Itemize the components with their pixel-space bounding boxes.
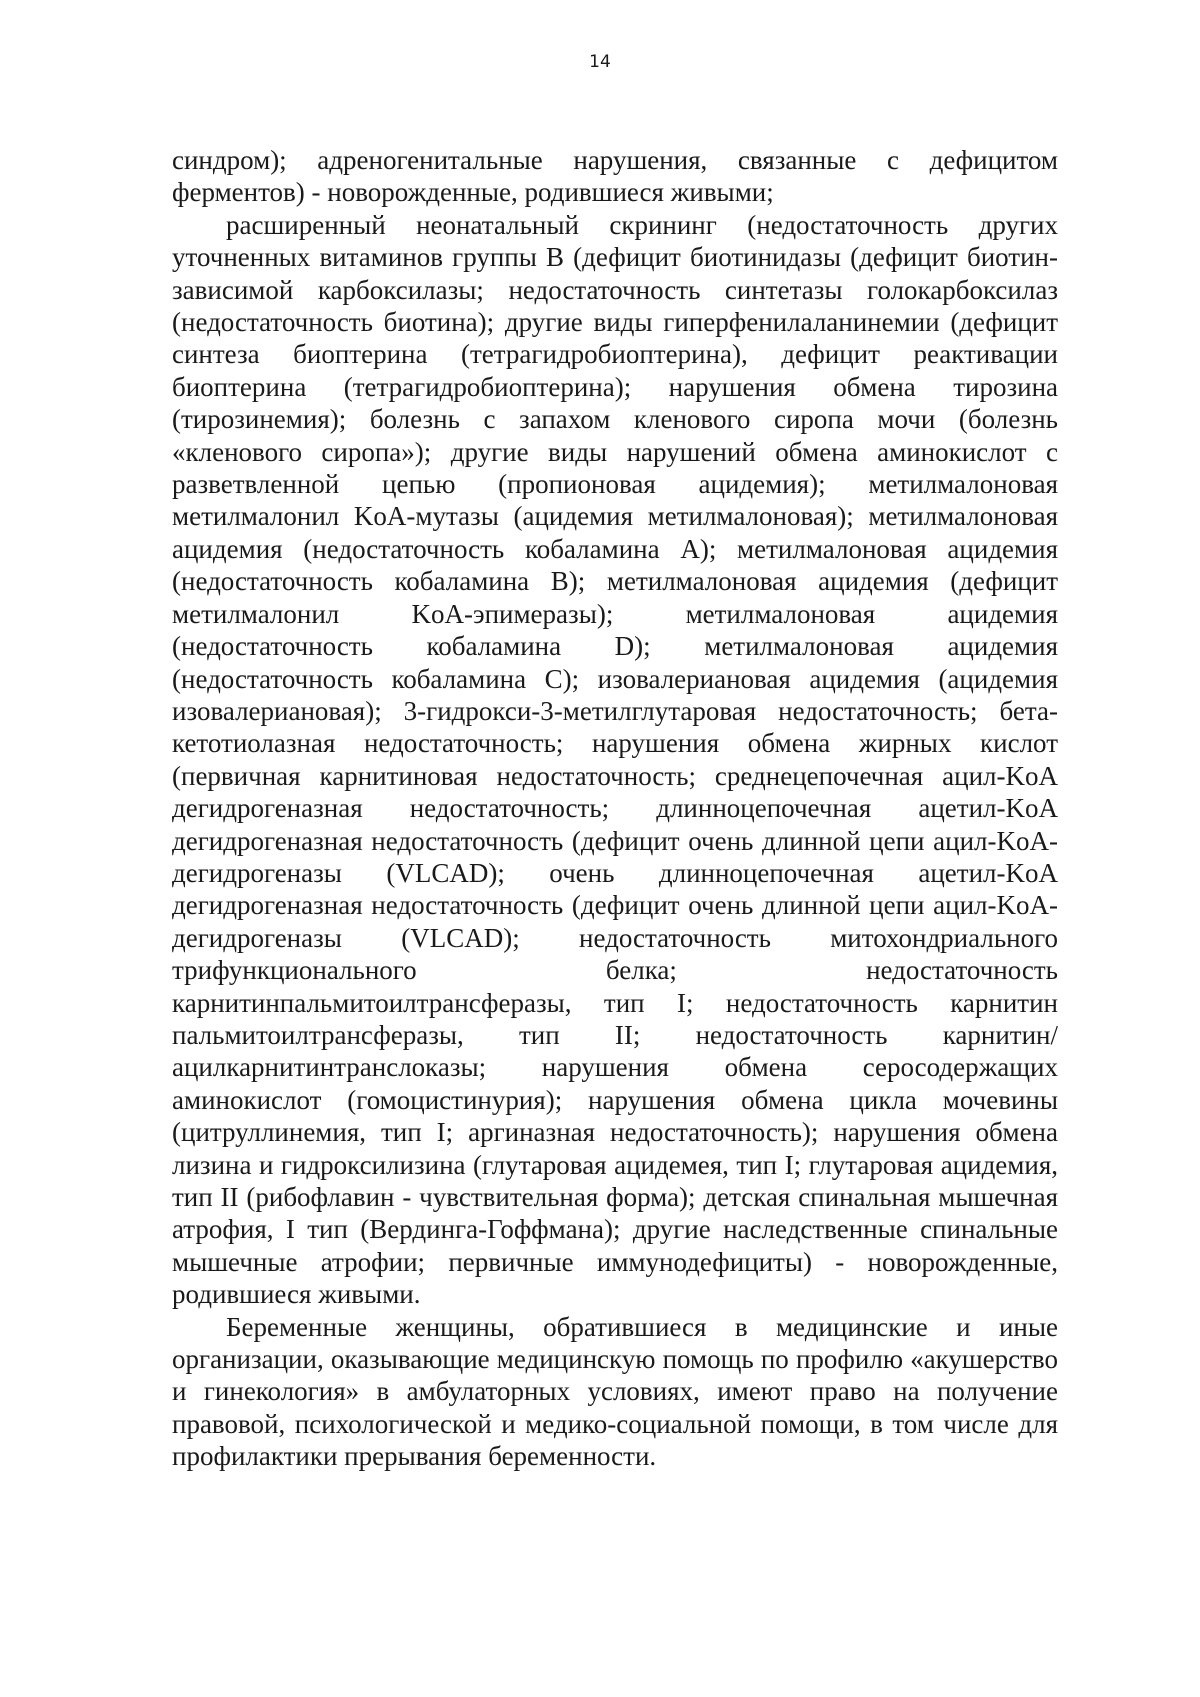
document-body bbox=[172, 144, 1058, 1473]
paragraph-continuation: синдром); адреногенитальные нарушения, связанные с дефицитом ферментов) - новорожденные, родившиеся живыми; bbox=[172, 145, 1058, 208]
page-number: 14 bbox=[589, 52, 611, 72]
paragraph-extended-screening: расширенный неонатальный скрининг (недостаточность других уточненных витаминов группы B (дефицит биотинидазы (дефицит биотин-зависимой карбоксилазы; недостаточность синтетазы голокарбоксилаз (недостаточность биотина); другие виды гиперфенилаланинемии (дефицит синтеза биоптерина (тетрагидробиоптерина), дефицит реактивации биоптерина (тетрагидробиоптерина); нарушения обмена тирозина (тирозинемия); болезнь с запахом кленового сиропа мочи (болезнь «кленового сиропа»); другие виды нарушений обмена аминокислот с разветвленной цепью (пропионовая ацидемия); метилмалоновая метилмалонил KoA-мутазы (ацидемия метилмалоновая); метилмалоновая ацидемия (недостаточность кобаламина A); метилмалоновая ацидемия (недостаточность кобаламина B); метилмалоновая ацидемия (дефицит метилмалонил KoA-эпимеразы); метилмалоновая ацидемия (недостаточность кобаламина D); метилмалоновая ацидемия (недостаточность кобаламина C); изовалериановая ацидемия (ацидемия изовалериановая); 3-гидрокси-3-метилглутаровая недостаточность; бета-кетотиолазная недостаточность; нарушения обмена жирных кислот (первичная карнитиновая недостаточность; среднецепочечная ацил-KoA дегидрогеназная недостаточность; длинноцепочечная ацетил-KoA дегидрогеназная недостаточность (дефицит очень длинной цепи ацил-KoA-дегидрогеназы (VLCAD); очень длинноцепочечная ацетил-KoA дегидрогеназная недостаточность (дефицит очень длинной цепи ацил-KoA-дегидрогеназы (VLCAD); недостаточность митохондриального трифункционального белка; недостаточность карнитинпальмитоилтрансферазы, тип I; недостаточность карнитин пальмитоилтрансферазы, тип II; недостаточность карнитин/ацилкарнитинтранслоказы; нарушения обмена серосодержащих аминокислот (гомоцистинурия); нарушения обмена цикла мочевины (цитруллинемия, тип I; аргиназная недостаточность); нарушения обмена лизина и гидроксилизина (глутаровая ацидемея, тип I; глутаровая ацидемия, тип II (рибофлавин - чувствительная форма); детская спинальная мышечная атрофия, I тип (Вердинга-Гоффмана); другие наследственные спинальные мышечные атрофии; первичные иммунодефициты) - новорожденные, родившиеся живыми. bbox=[172, 209, 1058, 1310]
paragraph-pregnant-women: Беременные женщины, обратившиеся в медицинские и иные организации, оказывающие медицинскую помощь по профилю «акушерство и гинекология» в амбулаторных условиях, имеют право на получение правовой, психологической и медико-социальной помощи, в том числе для профилактики прерывания беременности. bbox=[172, 1311, 1058, 1472]
